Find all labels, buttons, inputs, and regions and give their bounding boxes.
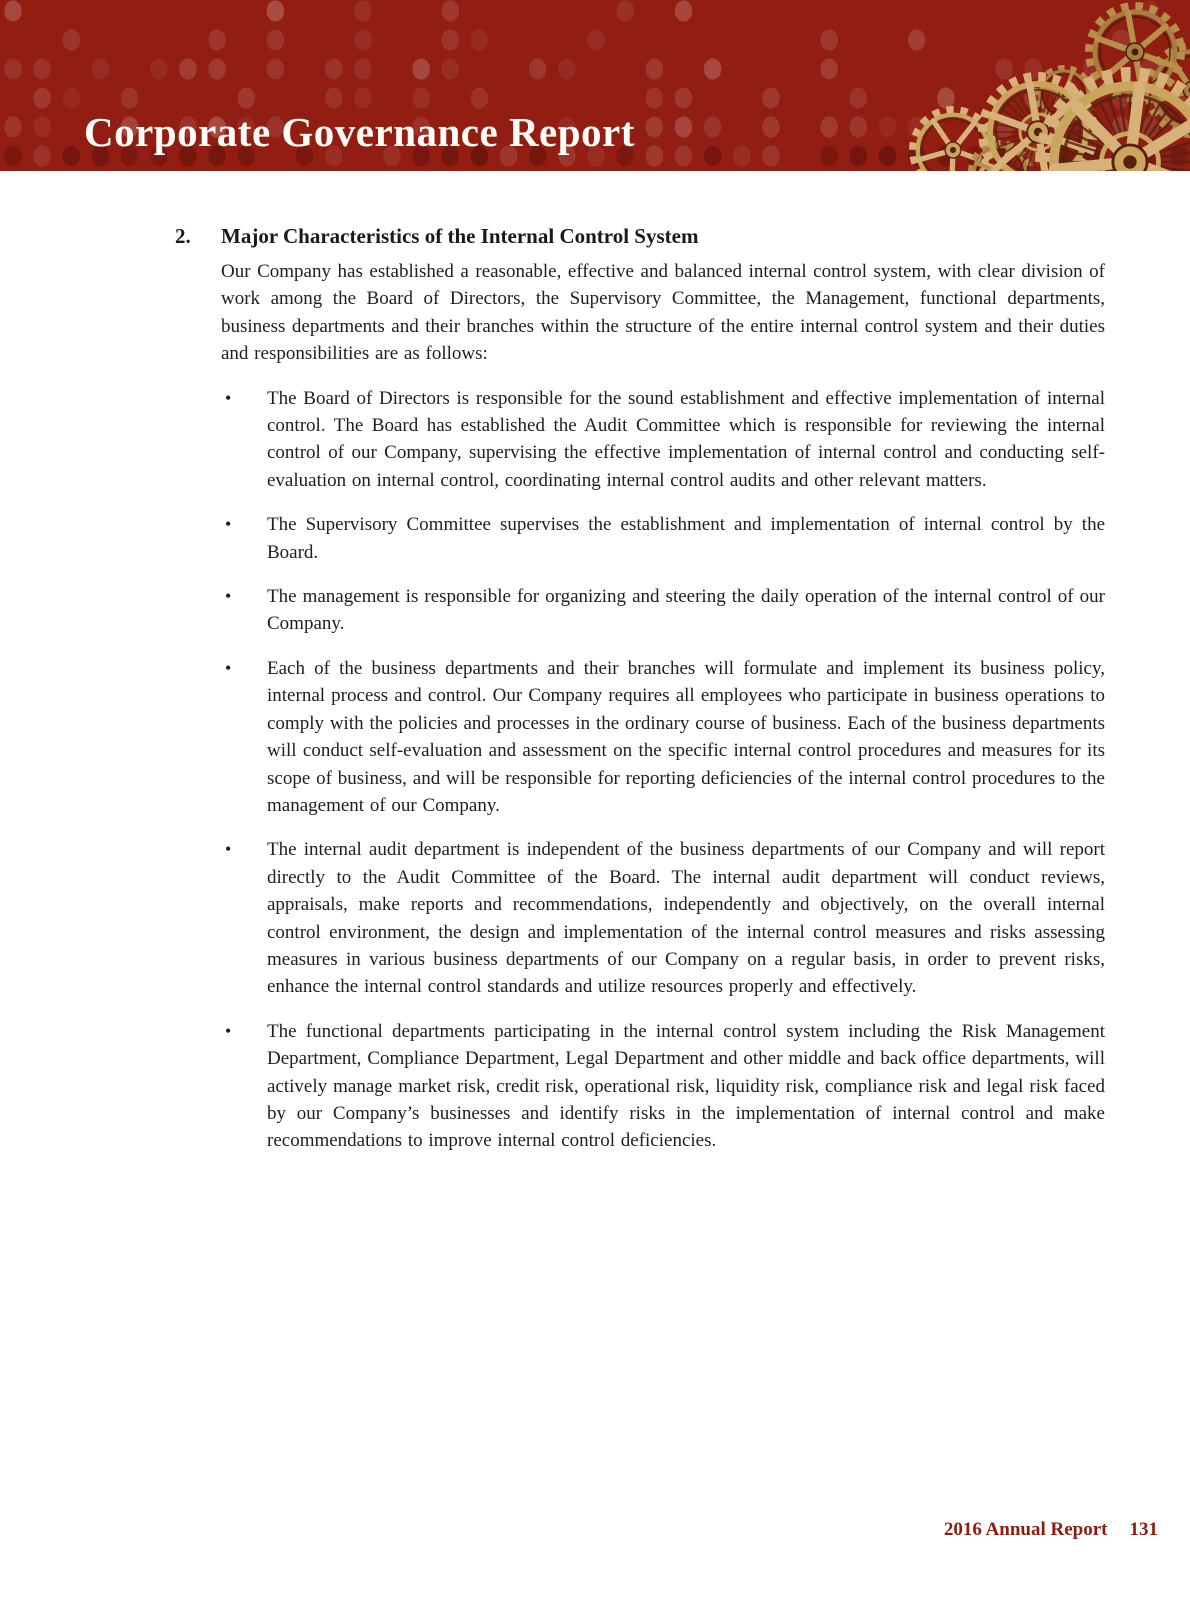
section-intro-paragraph: Our Company has established a reasonable, effective and balanced internal control system, with clear division of work among the Board of Directors, the Supervisory Committee, the Management, functional departments, business departments and their branches within the structure of the entire internal control system and their duties and responsibilities are as follows: xyxy=(221,261,1105,365)
bullet-icon xyxy=(221,836,267,1000)
bullet-text: Each of the business departments and their branches will formulate and implement its business policy, internal process and control. Our Company requires all employees who participate in business operations to comply with the policies and processes in the ordinary course of business. Each of the business departments will conduct self-evaluation and assessment on the specific internal control procedures and measures for its scope of business, and will be responsible for reporting deficiencies of the internal control procedures to the management of our Company. xyxy=(267,657,1105,816)
bullet-text: The functional departments participating in the internal control system including the Risk Management Department, Compliance Department, Legal Department and other middle and back office departments, will actively manage market risk, credit risk, operational risk, liquidity risk, compliance risk and legal risk faced by our Company’s businesses and identify risks in the implementation of internal control and make recommendations to improve internal control deficiencies. xyxy=(267,1020,1105,1152)
bullet-icon xyxy=(221,385,267,495)
page-footer xyxy=(944,1519,1158,1541)
list-item xyxy=(221,385,1105,495)
bullet-text: The management is responsible for organizing and steering the daily operation of the internal control of our Company. xyxy=(267,586,1105,635)
bullet-icon xyxy=(221,583,267,638)
page-header-banner xyxy=(0,0,1190,171)
list-item xyxy=(221,836,1105,1000)
section-heading-text: Major Characteristics of the Internal Control System xyxy=(221,224,699,248)
section-number: 2. xyxy=(175,224,191,248)
section-internal-control xyxy=(0,171,1190,1155)
list-item xyxy=(221,511,1105,566)
bullet-text: The Supervisory Committee supervises the establishment and implementation of internal control by the Board. xyxy=(267,514,1105,563)
report-label: 2016 Annual Report xyxy=(943,1519,1108,1540)
page-number: 131 xyxy=(1129,1519,1158,1540)
bullet-icon xyxy=(221,511,267,566)
list-item xyxy=(221,655,1105,819)
bullet-text: The internal audit department is independent of the business departments of our Company and will report directly to the Audit Committee of the Board. The internal audit department will conduct reviews, appraisals, make reports and recommendations, independently and objectively, on the overall internal control environment, the design and implementation of the internal control measures and risks assessing measures in various business departments of our Company on a regular basis, in order to prevent risks, enhance the internal control standards and utilize resources properly and effectively. xyxy=(267,839,1105,998)
list-item xyxy=(221,583,1105,638)
page-title: Corporate Governance Report xyxy=(84,109,635,155)
list-item xyxy=(221,1018,1105,1155)
bullet-icon xyxy=(221,655,267,819)
section-heading xyxy=(175,223,1105,250)
bullet-icon xyxy=(221,1018,267,1155)
bullet-text: The Board of Directors is responsible for the sound establishment and effective implementation of internal control. The Board has established the Audit Committee which is responsible for reviewing the internal control of our Company, supervising the effective implementation of internal control and conducting self-evaluation on internal control, coordinating internal control audits and other relevant matters. xyxy=(267,387,1105,491)
